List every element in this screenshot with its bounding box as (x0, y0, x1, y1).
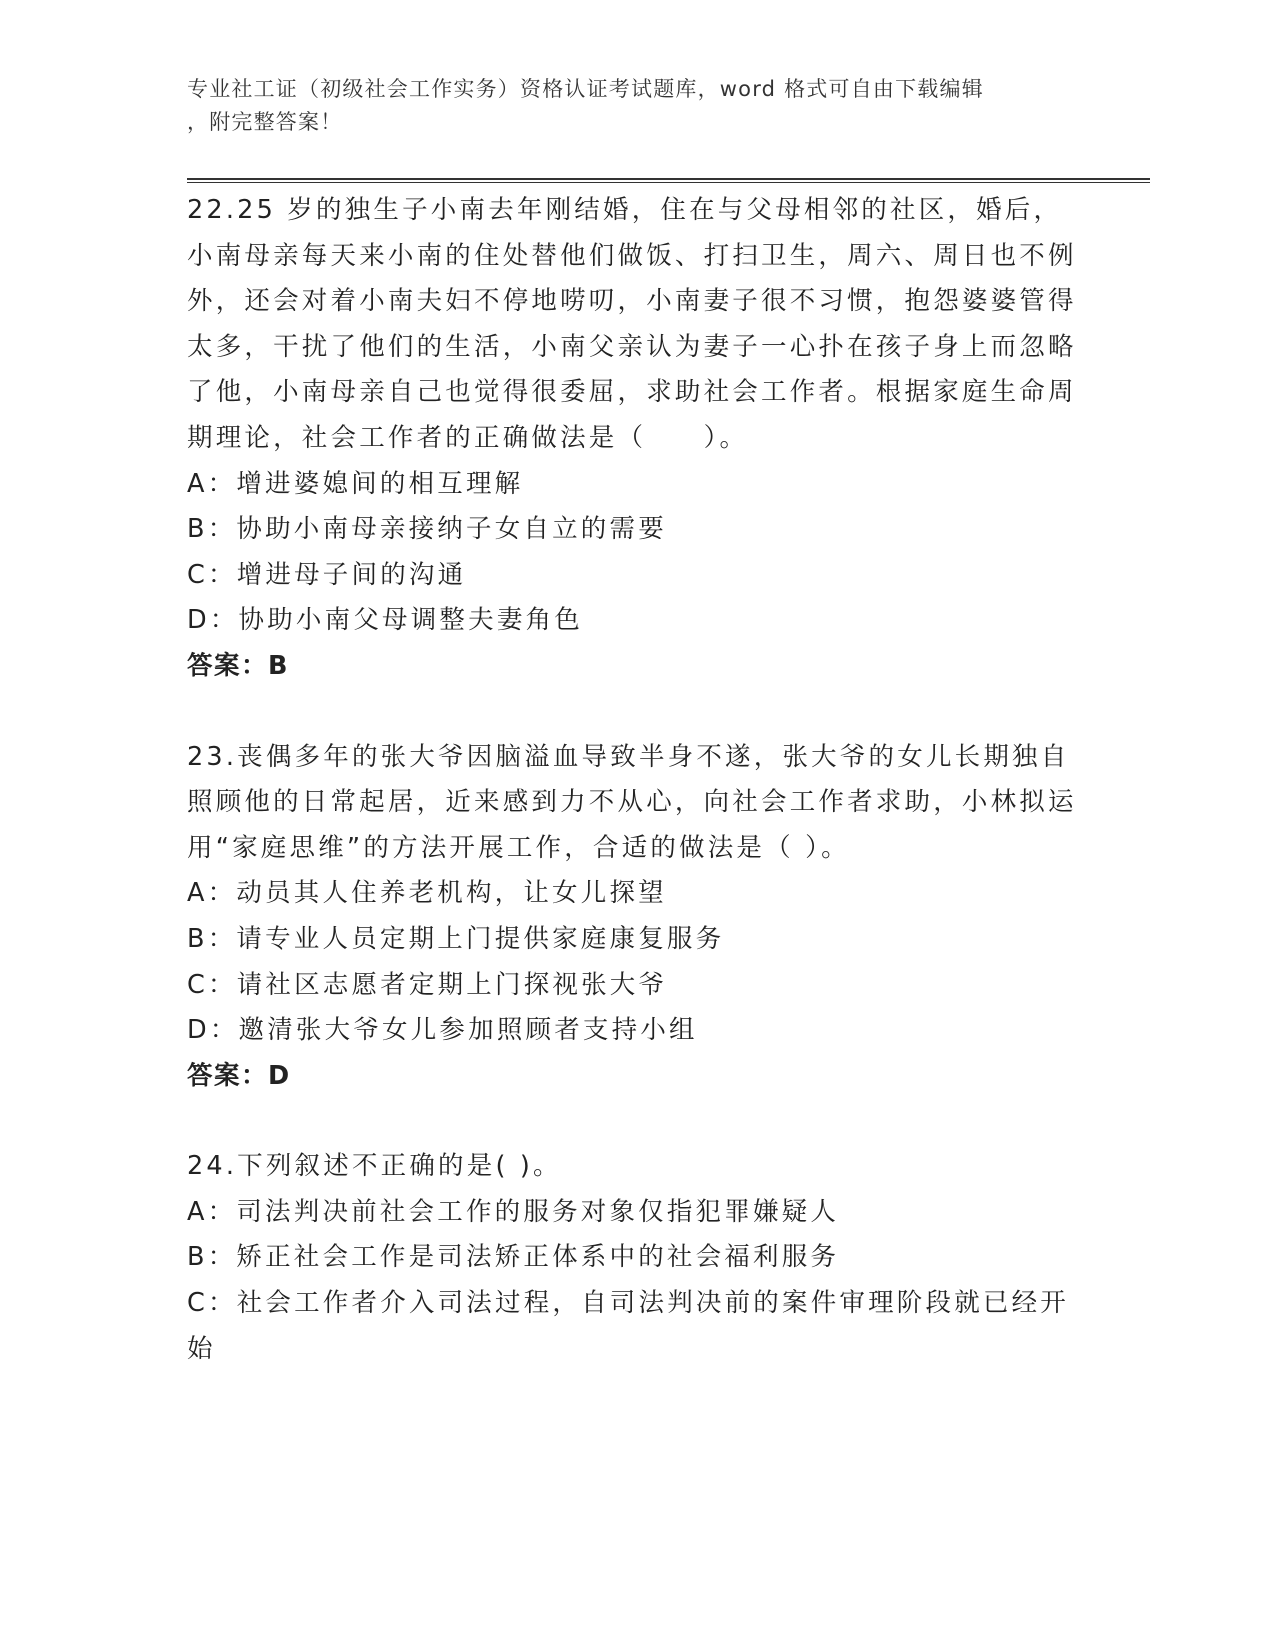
question-spacer (187, 1099, 1087, 1144)
option-b: B：请专业人员定期上门提供家庭康复服务 (187, 923, 725, 954)
option-b: B：矫正社会工作是司法矫正体系中的社会福利服务 (187, 1242, 840, 1273)
question-24 (187, 1144, 1087, 1372)
option-c: C：增进母子间的沟通 (187, 559, 467, 590)
option-d: D：邀清张大爷女儿参加照顾者支持小组 (187, 1015, 698, 1046)
question-text: 24.下列叙述不正确的是( )。 (187, 1151, 562, 1182)
option-a: A：动员其人住养老机构，让女儿探望 (187, 878, 667, 909)
header-line-2: ，附完整答案！ (187, 110, 343, 134)
option-b: B：协助小南母亲接纳子女自立的需要 (187, 514, 667, 545)
page-header (187, 73, 1067, 139)
question-text: 22.25 岁的独生子小南去年刚结婚，住在与父母相邻的社区，婚后，小南母亲每天来小南的住处替他们做饭、打扫卫生，周六、周日也不例外，还会对着小南夫妇不停地唠叨，小南妻子很不习惯，抱怨婆婆管得太多，干扰了他们的生活，小南父亲认为妻子一心扑在孩子身上而忽略了他，小南母亲自己也觉得很委屈，求助社会工作者。根据家庭生命周期理论，社会工作者的正确做法是（ ）。 (187, 195, 1077, 453)
option-c: C：请社区志愿者定期上门探视张大爷 (187, 969, 668, 1000)
question-list (187, 188, 1087, 1372)
question-22 (187, 188, 1087, 690)
answer: 答案：B (187, 650, 289, 681)
option-c: C：社会工作者介入司法过程，自司法判决前的案件审理阶段就已经开始 (187, 1288, 1070, 1364)
header-line-1: 专业社工证（初级社会工作实务）资格认证考试题库，word 格式可自由下载编辑 (187, 77, 984, 101)
question-spacer (187, 690, 1087, 735)
option-a: A：司法判决前社会工作的服务对象仅指犯罪嫌疑人 (187, 1196, 840, 1227)
question-23 (187, 735, 1087, 1100)
option-a: A：增进婆媳间的相互理解 (187, 468, 524, 499)
question-text: 23.丧偶多年的张大爷因脑溢血导致半身不遂，张大爷的女儿长期独自照顾他的日常起居，近来感到力不从心，向社会工作者求助，小林拟运用“家庭思维”的方法开展工作，合适的做法是（ ）。 (187, 741, 1077, 863)
option-d: D：协助小南父母调整夫妻角色 (187, 605, 583, 636)
header-divider (187, 178, 1150, 183)
answer: 答案：D (187, 1060, 291, 1091)
